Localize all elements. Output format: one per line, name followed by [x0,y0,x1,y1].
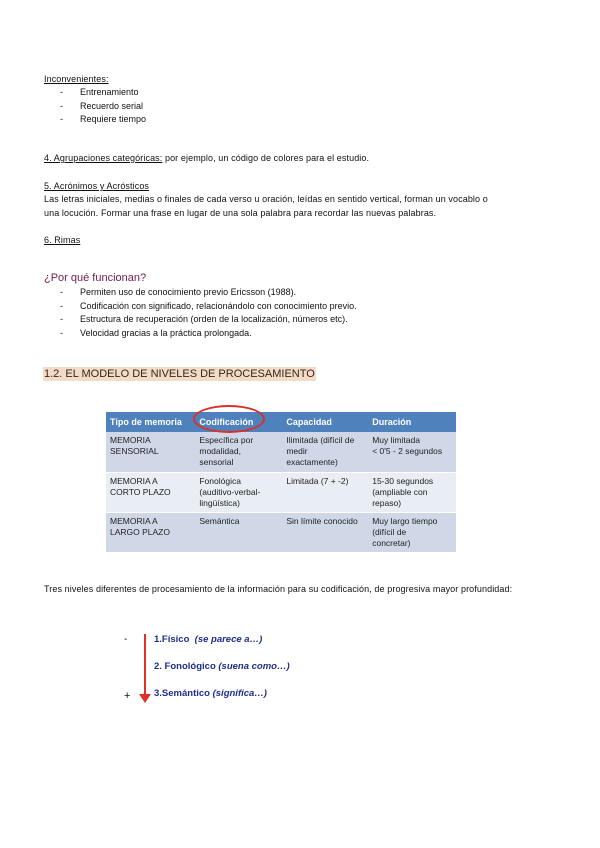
list-item: - Requiere tiempo [60,114,147,124]
rimas-heading: 6. Rimas [44,235,81,245]
inconvenientes-title: Inconvenientes: [44,74,109,84]
table-cell: Fonológica (auditivo-verbal- lingüística) [195,472,282,512]
minus-sign: - [124,634,128,645]
table-row [106,432,456,472]
table-cell: Ilimitada (difícil de medir exactamente) [282,432,368,472]
arrow-down-icon [139,694,151,703]
memory-table [106,412,456,552]
table-row [106,512,456,552]
depth-arrow-line [144,634,146,698]
table-cell: MEMORIA A CORTO PLAZO [106,472,195,512]
list-item: - Velocidad gracias a la práctica prolongada. [60,327,252,338]
table-header: Tipo de memoria [106,412,195,432]
level-semantic: 3.Semántico (significa…) [154,688,267,699]
table-header: Duración [368,412,456,432]
niveles-paragraph: Tres niveles diferentes de procesamiento de la información para su codificación, de progresiva mayor profundidad: [44,584,513,594]
table-cell: Limitada (7 + -2) [282,472,368,512]
table-cell: Específica por modalidad, sensorial [195,432,282,472]
why-title: ¿Por qué funcionan? [44,272,147,284]
list-item: - Permiten uso de conocimiento previo Ericsson (1988). [60,287,297,297]
table-row [106,472,456,512]
acronimos-line-1: Las letras iniciales, medias o finales de cada verso u oración, leídas en sentido vertical, forman un vocablo o [44,194,488,204]
acronimos-heading: 5. Acrónimos y Acrósticos [44,181,150,191]
table-cell: Muy limitada < 0'5 - 2 segundos [368,432,456,472]
level-phonological: 2. Fonológico (suena como…) [154,661,290,672]
section-heading: 1.2. EL MODELO DE NIVELES DE PROCESAMIENTO [44,368,315,380]
why-list [60,286,357,340]
table-cell: Muy largo tiempo (difícil de concretar) [368,512,456,552]
list-item: - Estructura de recuperación (orden de la localización, números etc). [60,314,348,324]
plus-sign: + [124,690,131,702]
level-physical: 1.Físico (se parece a…) [154,634,263,645]
table-header: Capacidad [282,412,368,432]
table-cell: MEMORIA A LARGO PLAZO [106,512,195,552]
list-item: - Codificación con significado, relacionándolo con conocimiento previo. [60,300,357,311]
table-cell: 15-30 segundos (ampliable con repaso) [368,472,456,512]
inconvenientes-list [60,86,146,127]
table-header-row [106,412,456,432]
agrupaciones-heading: 4. Agrupaciones categóricas: [44,153,163,163]
table-cell: Semántica [195,512,282,552]
table-cell: Sin límite conocido [282,512,368,552]
list-item: - Recuerdo serial [60,100,144,111]
codificacion-highlight-oval [193,405,265,433]
table-header: Codificación [195,412,282,432]
acronimos-line-2: una locución. Formar una frase en lugar de una sola palabra para recordar las nuevas palabras. [44,208,437,218]
table-cell: MEMORIA SENSORIAL [106,432,195,472]
agrupaciones-paragraph: 4. Agrupaciones categóricas: por ejemplo, un código de colores para el estudio. [44,153,370,163]
list-item: - Entrenamiento [60,87,139,97]
